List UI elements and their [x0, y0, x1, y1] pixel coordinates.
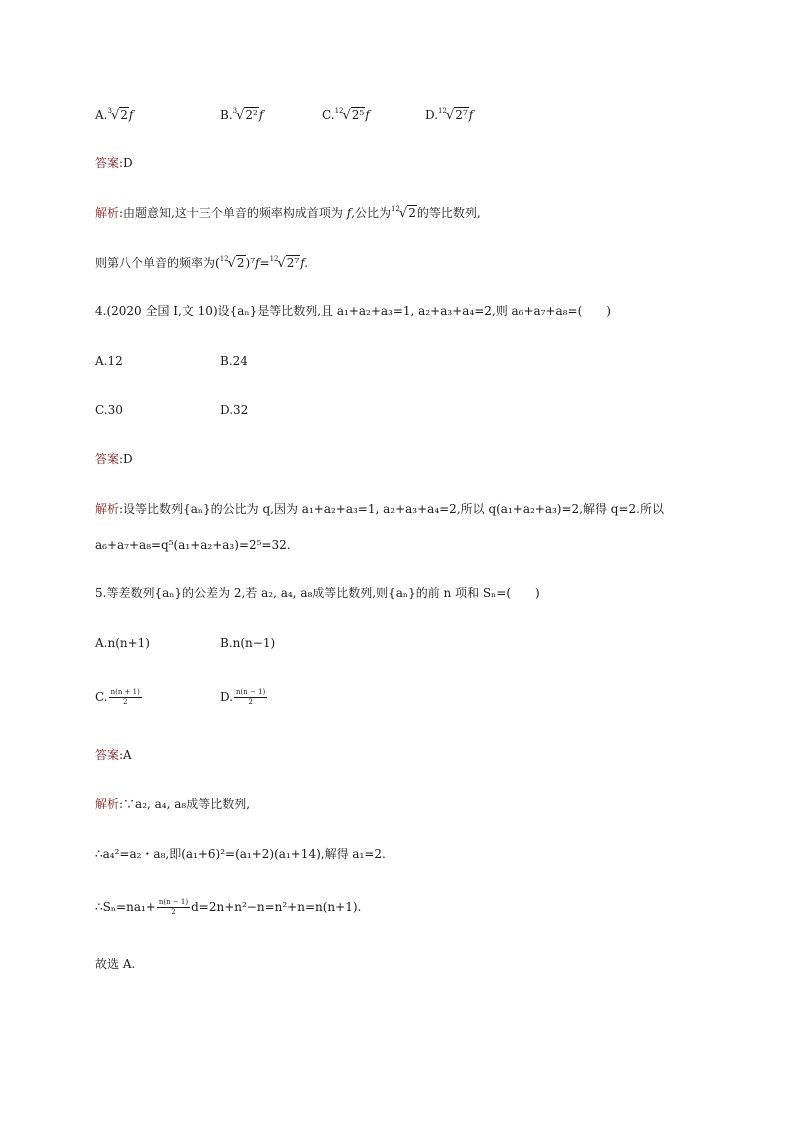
- q3-answer-value: :D: [119, 156, 133, 170]
- q5-option-a: A.n(n+1): [95, 636, 150, 650]
- q5-option-b: B.n(n−1): [220, 636, 276, 650]
- q3-answer-label: 答案: [95, 156, 120, 170]
- q4-option-c: C.30: [95, 403, 123, 417]
- q5-analysis-label: 解析: [95, 797, 120, 811]
- q5-option-c-fraction: $\frac{n(n + 1)}{2}$: [110, 688, 140, 706]
- q3-option-c-radical: $^{12}$√2⁵: [334, 107, 365, 123]
- q3-option-b-radical: $^3$√2²: [232, 107, 258, 123]
- q4-answer: [95, 451, 133, 467]
- q5-analysis-3: ∴Sₙ=na₁+ $\frac{n(n - 1)}{2}$ d=2n+n²−n=n²+n=n(n+1).: [95, 898, 362, 916]
- q3-analysis-2: 则第八个单音的频率为($^{12}$√2)⁷f=$^{12}$√2⁷f.: [95, 255, 309, 271]
- q3-option-a-radical: $^3$√2: [107, 107, 128, 123]
- q4-answer-value: :D: [119, 452, 133, 466]
- q3-analysis-2-radical-a: $^{12}$√2: [219, 255, 245, 271]
- q4-analysis-1: 解析:设等比数列{aₙ}的公比为 q,因为 a₁+a₂+a₃=1, a₂+a₃+a₄=2,所以 q(a₁+a₂+a₃)=2,解得 q=2.所以: [95, 502, 664, 516]
- q3-option-b-letter: B.: [220, 108, 233, 122]
- q4-stem: 4.(2020 全国 Ⅰ,文 10)设{aₙ}是等比数列,且 a₁+a₂+a₃=1, a₂+a₃+a₄=2,则 a₆+a₇+a₈=( ): [95, 304, 611, 318]
- q5-analysis-2: ∴a₄²=a₂・a₈,即(a₁+6)²=(a₁+2)(a₁+14),解得 a₁=2.: [95, 847, 386, 861]
- q3-option-c-letter: C.: [322, 108, 335, 122]
- q5-answer: [95, 747, 132, 763]
- q4-option-d: D.32: [220, 403, 249, 417]
- q5-conclusion: 故选 A.: [95, 957, 136, 971]
- q3-option-d-letter: D.: [425, 108, 439, 122]
- q3-analysis-1: 解析:由题意知,这十三个单音的频率构成首项为 f,公比为$^{12}$√2的等比数列,: [95, 205, 481, 221]
- q3-analysis-2-radical-b: $^{12}$√2⁷: [269, 255, 300, 271]
- q5-answer-value: :A: [119, 748, 132, 762]
- q4-option-a: A.12: [95, 354, 123, 368]
- q3-option-c: C.$^{12}$√2⁵f: [322, 107, 370, 123]
- q5-analysis-3-fraction: $\frac{n(n - 1)}{2}$: [158, 898, 189, 916]
- q4-analysis-2: a₆+a₇+a₈=q⁵(a₁+a₂+a₃)=2⁵=32.: [95, 538, 291, 552]
- q5-option-d-fraction: $\frac{n(n - 1)}{2}$: [236, 688, 266, 706]
- q3-option-a-letter: A.: [95, 108, 108, 122]
- q4-answer-label: 答案: [95, 452, 120, 466]
- q5-stem: 5.等差数列{aₙ}的公差为 2,若 a₂, a₄, a₈成等比数列,则{aₙ}的前 n 项和 Sₙ=( ): [95, 586, 540, 600]
- q5-answer-label: 答案: [95, 748, 120, 762]
- q5-option-c: C. $\frac{n(n + 1)}{2}$: [95, 688, 140, 706]
- q3-analysis-label: 解析: [95, 206, 120, 220]
- q3-option-b: B.$^3$√2²f: [220, 107, 264, 123]
- q5-option-d: D. $\frac{n(n - 1)}{2}$: [220, 688, 266, 706]
- q3-option-a: A.$^3$√2f: [95, 107, 134, 123]
- q4-analysis-label: 解析: [95, 502, 120, 516]
- q3-answer: [95, 155, 133, 171]
- q5-analysis-1: 解析:∵a₂, a₄, a₈成等比数列,: [95, 797, 251, 811]
- q4-option-b: B.24: [220, 354, 248, 368]
- q3-analysis-1-radical: $^{12}$√2: [390, 205, 416, 221]
- q3-option-d-radical: $^{12}$√2⁷: [438, 107, 468, 123]
- q3-option-d: D.$^{12}$√2⁷f: [425, 107, 474, 123]
